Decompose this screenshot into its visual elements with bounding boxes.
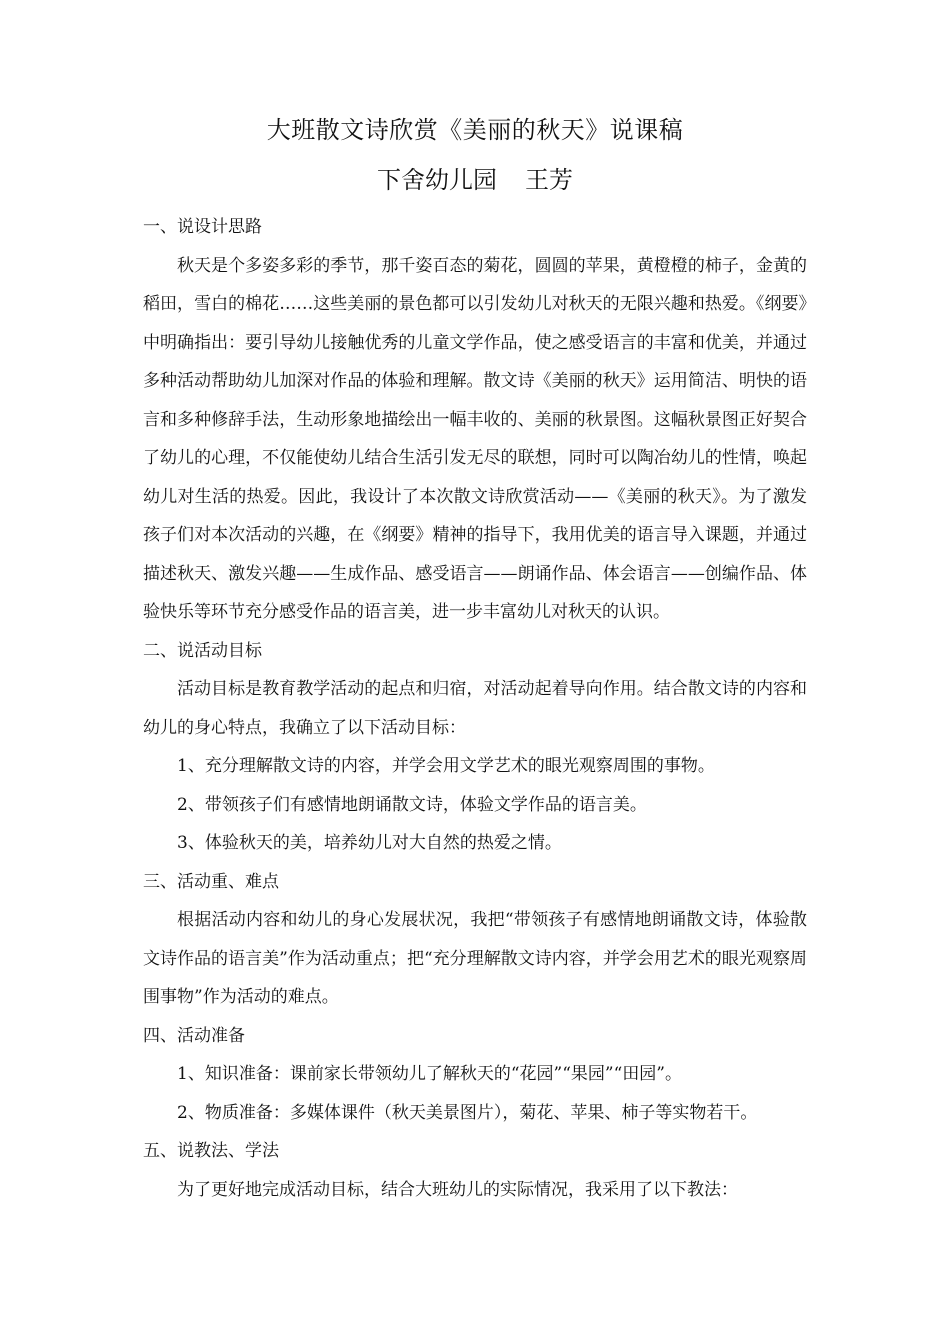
section-paragraph: 秋天是个多姿多彩的季节，那千姿百态的菊花，圆圆的苹果，黄橙橙的柿子，金黄的稻田，雪白的棉花……这些美丽的景色都可以引发幼儿对秋天的无限兴趣和热爱。《纲要》中明确指出：要引导幼儿接触优秀的儿童文学作品，使之感受语言的丰富和优美，并通过多种活动帮助幼儿加深对作品的体验和理解。散文诗《美丽的秋天》运用简洁、明快的语言和多种修辞手法，生动形象地描绘出一幅丰收的、美丽的秋景图。这幅秋景图正好契合了幼儿的心理，不仅能使幼儿结合生活引发无尽的联想，同时可以陶冶幼儿的性情，唤起幼儿对生活的热爱。因此，我设计了本次散文诗欣赏活动——《美丽的秋天》。为了激发孩子们对本次活动的兴趣，在《纲要》精神的指导下，我用优美的语言导入课题，并通过描述秋天、激发兴趣——生成作品、感受语言——朗诵作品、体会语言——创编作品、体验快乐等环节充分感受作品的语言美，进一步丰富幼儿对秋天的认识。: [143, 255, 807, 622]
section-heading: 一、说设计思路: [143, 217, 262, 237]
author-name: 王芳: [525, 166, 573, 194]
section-paragraph: 活动目标是教育教学活动的起点和归宿，对活动起着导向作用。结合散文诗的内容和幼儿的身心特点，我确立了以下活动目标：: [143, 679, 807, 738]
document-page: [143, 112, 807, 1209]
section-heading: 四、活动准备: [143, 1025, 245, 1046]
section-paragraph: 为了更好地完成活动目标，结合大班幼儿的实际情况，我采用了以下教法：: [177, 1179, 738, 1200]
goal-item: 2、带领孩子们有感情地朗诵散文诗，体验文学作品的语言美。: [177, 794, 647, 815]
section-design-idea: [143, 208, 807, 632]
document-author: [143, 162, 807, 198]
preparation-item: 1、知识准备：课前家长带领幼儿了解秋天的“花园”“果园”“田园”。: [177, 1064, 682, 1084]
section-preparation: [143, 1017, 807, 1133]
section-heading: 二、说活动目标: [143, 640, 262, 661]
section-heading: 三、活动重、难点: [143, 871, 279, 892]
goal-item: 1、充分理解散文诗的内容，并学会用文学艺术的眼光观察周围的事物。: [177, 756, 715, 776]
goal-item: 3、体验秋天的美，培养幼儿对大自然的热爱之情。: [177, 833, 562, 853]
section-heading: 五、说教法、学法: [143, 1141, 279, 1161]
section-teaching-methods: [143, 1132, 807, 1209]
preparation-item: 2、物质准备：多媒体课件（秋天美景图片），菊花、苹果、柿子等实物若干。: [177, 1102, 758, 1123]
section-key-points: [143, 863, 807, 1017]
section-activity-goals: [143, 632, 807, 863]
section-paragraph: 根据活动内容和幼儿的身心发展状况，我把“带领孩子有感情地朗诵散文诗，体验散文诗作品的语言美”作为活动重点；把“充分理解散文诗内容，并学会用艺术的眼光观察周围事物”作为活动的难点。: [143, 910, 807, 1007]
document-title: 大班散文诗欣赏《美丽的秋天》说课稿: [266, 116, 684, 144]
author-org: 下舍幼儿园: [377, 166, 497, 194]
